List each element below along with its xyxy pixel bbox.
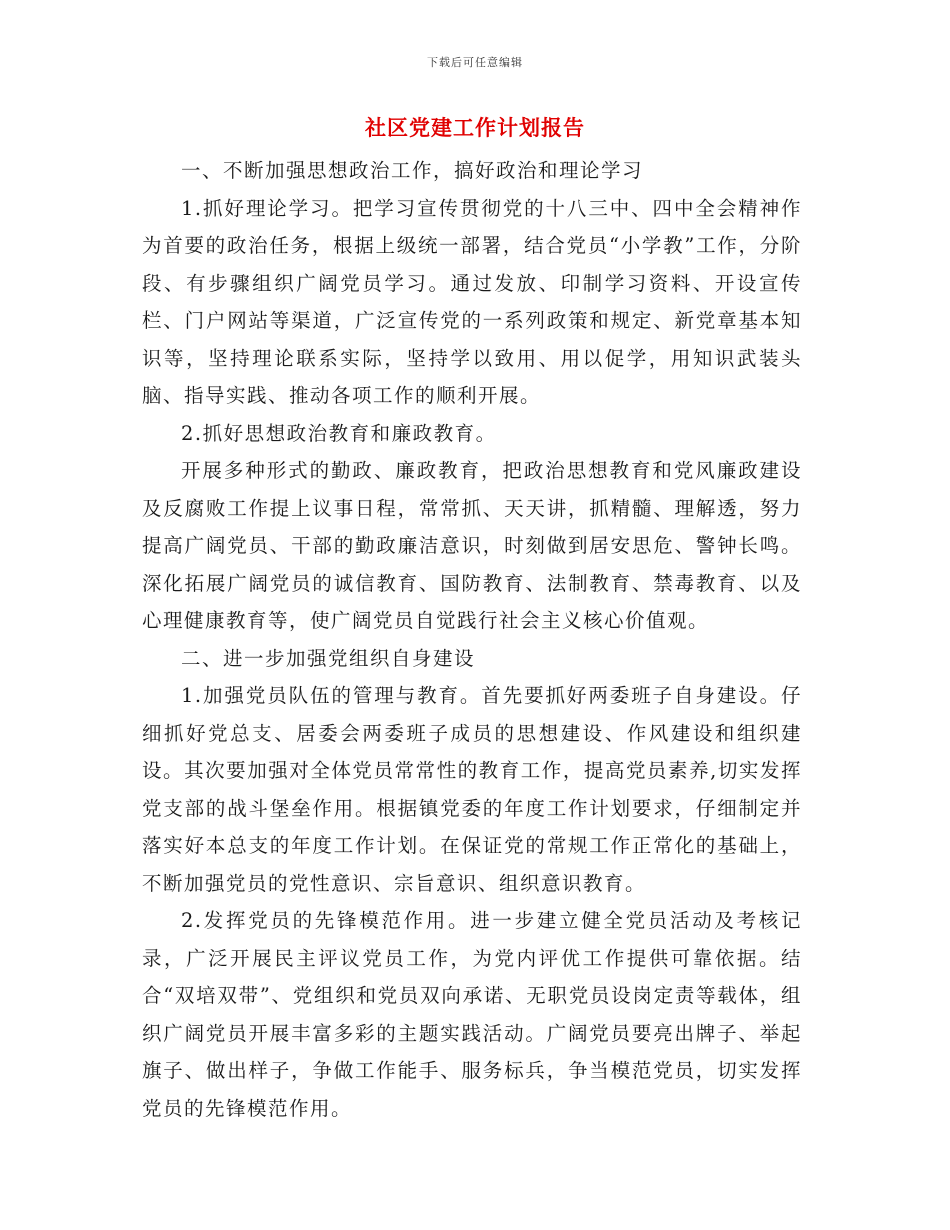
paragraph-theory-study: 1.抓好理论学习。把学习宣传贯彻党的十八三中、四中全会精神作为首要的政治任务，根据上级统一部署，结合党员“小学教”工作，分阶段、有步骤组织广阔党员学习。通过发放、印制学习资料、开设宣传栏、门户网站等渠道，广泛宣传党的一系列政策和规定、新党章基本知识等，坚持理论联系实际，坚持学以致用、用以促学，用知识武装头脑、指导实践、推动各项工作的顺利开展。 [142, 196, 802, 407]
document-body [142, 152, 802, 1127]
paragraph-political-education-heading: 2.抓好思想政治教育和廉政教育。 [181, 421, 497, 445]
section-heading-2: 二、进一步加强党组织自身建设 [181, 646, 476, 670]
paragraph-integrity-education: 开展多种形式的勤政、廉政教育，把政治思想教育和党风廉政建设及反腐败工作提上议事日程，常常抓、天天讲，抓精髓、理解透，努力提高广阔党员、干部的勤政廉洁意识，时刻做到居安思危、警钟长鸣。深化拓展广阔党员的诚信教育、国防教育、法制教育、禁毒教育、以及心理健康教育等，使广阔党员自觉践行社会主义核心价值观。 [142, 459, 802, 632]
page-title: 社区党建工作计划报告 [365, 115, 585, 140]
paragraph-member-management: 1.加强党员队伍的管理与教育。首先要抓好两委班子自身建设。仔细抓好党总支、居委会两委班子成员的思想建设、作风建设和组织建设。其次要加强对全体党员常常性的教育工作，提高党员素养,切实发挥党支部的战斗堡垒作用。根据镇党委的年度工作计划要求，仔细制定并落实好本总支的年度工作计划。在保证党的常规工作正常化的基础上，不断加强党员的党性意识、宗旨意识、组织意识教育。 [142, 684, 802, 895]
paragraph-vanguard-role: 2.发挥党员的先锋模范作用。进一步建立健全党员活动及考核记录，广泛开展民主评议党员工作，为党内评优工作提供可靠依据。结合“双培双带”、党组织和党员双向承诺、无职党员设岗定责等载体，组织广阔党员开展丰富多彩的主题实践活动。广阔党员要亮出牌子、举起旗子、做出样子，争做工作能手、服务标兵，争当模范党员，切实发挥党员的先锋模范作用。 [142, 909, 802, 1120]
section-heading-1: 一、不断加强思想政治工作，搞好政治和理论学习 [181, 159, 644, 182]
header-note: 下载后可任意编辑 [427, 56, 523, 69]
